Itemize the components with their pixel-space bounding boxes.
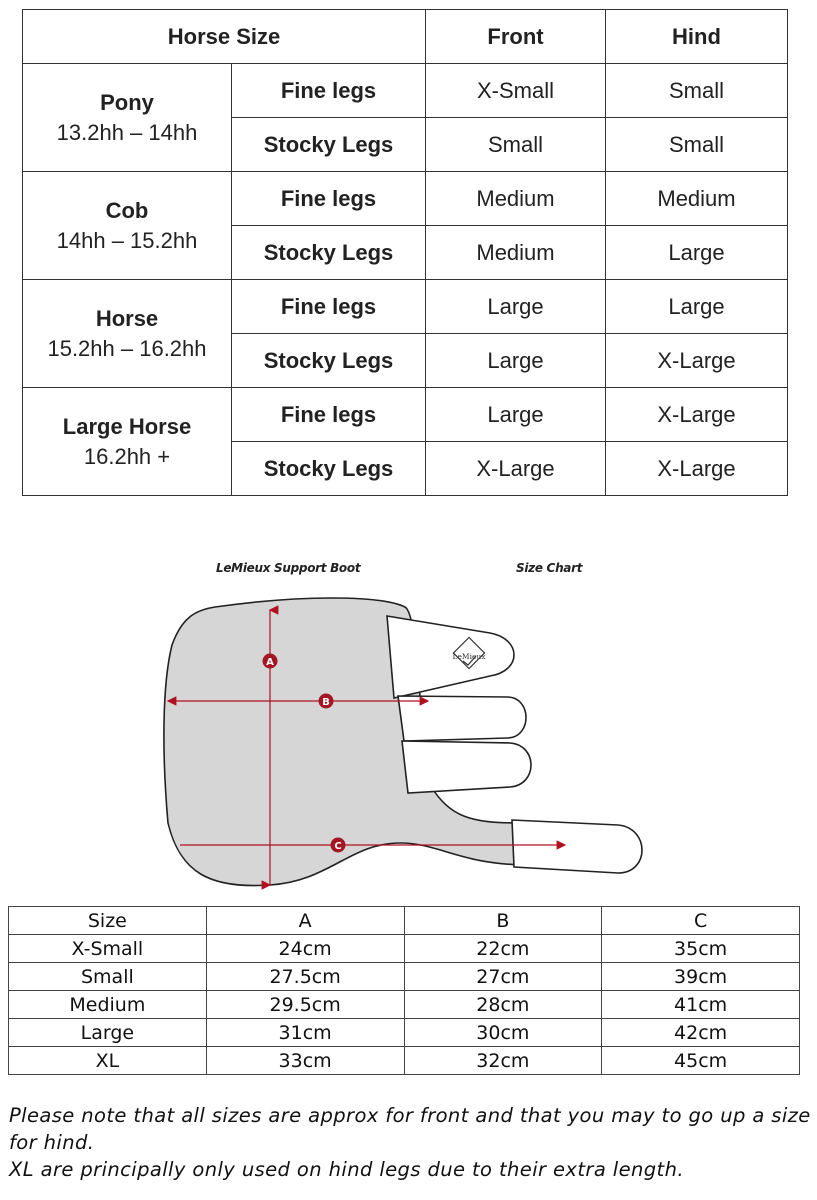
hind-size-cell: Small [606,64,788,118]
leg-type-cell: Fine legs [232,280,426,334]
marker-b [319,694,334,709]
marker-a [263,654,278,669]
table-row [9,935,800,963]
size-cell: Small [9,963,207,991]
table-row [23,388,788,442]
hind-size-cell: Large [606,280,788,334]
header-c: C [602,907,800,935]
header-b: B [404,907,602,935]
table-row [9,1019,800,1047]
horse-type-name: Cob [105,197,149,223]
table-row [23,64,788,118]
horse-type-name: Large Horse [62,413,192,439]
note-line-1: Please note that all sizes are approx for front and that you may to go up a size for hind. [9,1104,811,1154]
leg-type-cell: Fine legs [232,388,426,442]
table-row [9,1047,800,1075]
front-size-cell: Large [426,280,606,334]
front-size-cell: Small [426,118,606,172]
b-cell: 22cm [404,935,602,963]
hind-size-cell: X-Large [606,442,788,496]
leg-type-cell: Fine legs [232,64,426,118]
sizing-notes [9,1102,814,1183]
measurement-header-row [9,907,800,935]
horse-type-cell [23,172,232,280]
front-size-cell: X-Large [426,442,606,496]
b-cell: 28cm [404,991,602,1019]
a-cell: 27.5cm [206,963,404,991]
hind-size-cell: X-Large [606,388,788,442]
size-cell: Medium [9,991,207,1019]
c-cell: 35cm [602,935,800,963]
hind-size-cell: X-Large [606,334,788,388]
logo-text: LeMieux [452,652,486,661]
measurement-table [8,906,800,1075]
table-row [23,172,788,226]
b-cell: 32cm [404,1047,602,1075]
c-cell: 39cm [602,963,800,991]
hind-size-cell: Medium [606,172,788,226]
horse-height-range: 16.2hh + [83,443,171,469]
header-horse-size: Horse Size [23,10,426,64]
size-cell: Large [9,1019,207,1047]
leg-type-cell: Stocky Legs [232,226,426,280]
horse-type-name: Pony [100,89,154,115]
leg-type-cell: Stocky Legs [232,118,426,172]
front-size-cell: Large [426,334,606,388]
leg-type-cell: Stocky Legs [232,442,426,496]
diagram-subtitle: Size Chart [516,561,583,575]
horse-height-range: 13.2hh – 14hh [56,119,198,145]
front-size-cell: X-Small [426,64,606,118]
header-a: A [206,907,404,935]
a-cell: 31cm [206,1019,404,1047]
svg-text:A: A [266,657,274,668]
leg-type-cell: Stocky Legs [232,334,426,388]
svg-text:B: B [322,697,330,708]
horse-height-range: 15.2hh – 16.2hh [47,335,207,361]
horse-size-table [22,9,788,496]
horse-type-cell [23,388,232,496]
size-table-header-row [23,10,788,64]
horse-type-name: Horse [95,305,159,331]
b-cell: 30cm [404,1019,602,1047]
header-size: Size [9,907,207,935]
top-strap [387,616,514,698]
table-row [9,963,800,991]
c-cell: 45cm [602,1047,800,1075]
horse-type-cell [23,280,232,388]
b-cell: 27cm [404,963,602,991]
table-row [9,991,800,1019]
note-line-2: XL are principally only used on hind legs due to their extra length. [9,1158,684,1181]
hind-size-cell: Large [606,226,788,280]
size-cell: X-Small [9,935,207,963]
marker-c [331,838,346,853]
horse-height-range: 14hh – 15.2hh [56,227,198,253]
middle-strap-1 [398,696,526,741]
c-cell: 41cm [602,991,800,1019]
c-cell: 42cm [602,1019,800,1047]
boot-illustration [0,555,817,895]
front-size-cell: Medium [426,172,606,226]
horse-type-cell [23,64,232,172]
middle-strap-2 [402,741,531,793]
a-cell: 33cm [206,1047,404,1075]
table-row [23,280,788,334]
svg-text:C: C [334,841,342,852]
bottom-strap [512,820,642,873]
header-front: Front [426,10,606,64]
header-hind: Hind [606,10,788,64]
boot-diagram [0,555,817,895]
diagram-title: LeMieux Support Boot [216,561,361,575]
leg-type-cell: Fine legs [232,172,426,226]
front-size-cell: Medium [426,226,606,280]
front-size-cell: Large [426,388,606,442]
a-cell: 29.5cm [206,991,404,1019]
a-cell: 24cm [206,935,404,963]
size-cell: XL [9,1047,207,1075]
hind-size-cell: Small [606,118,788,172]
